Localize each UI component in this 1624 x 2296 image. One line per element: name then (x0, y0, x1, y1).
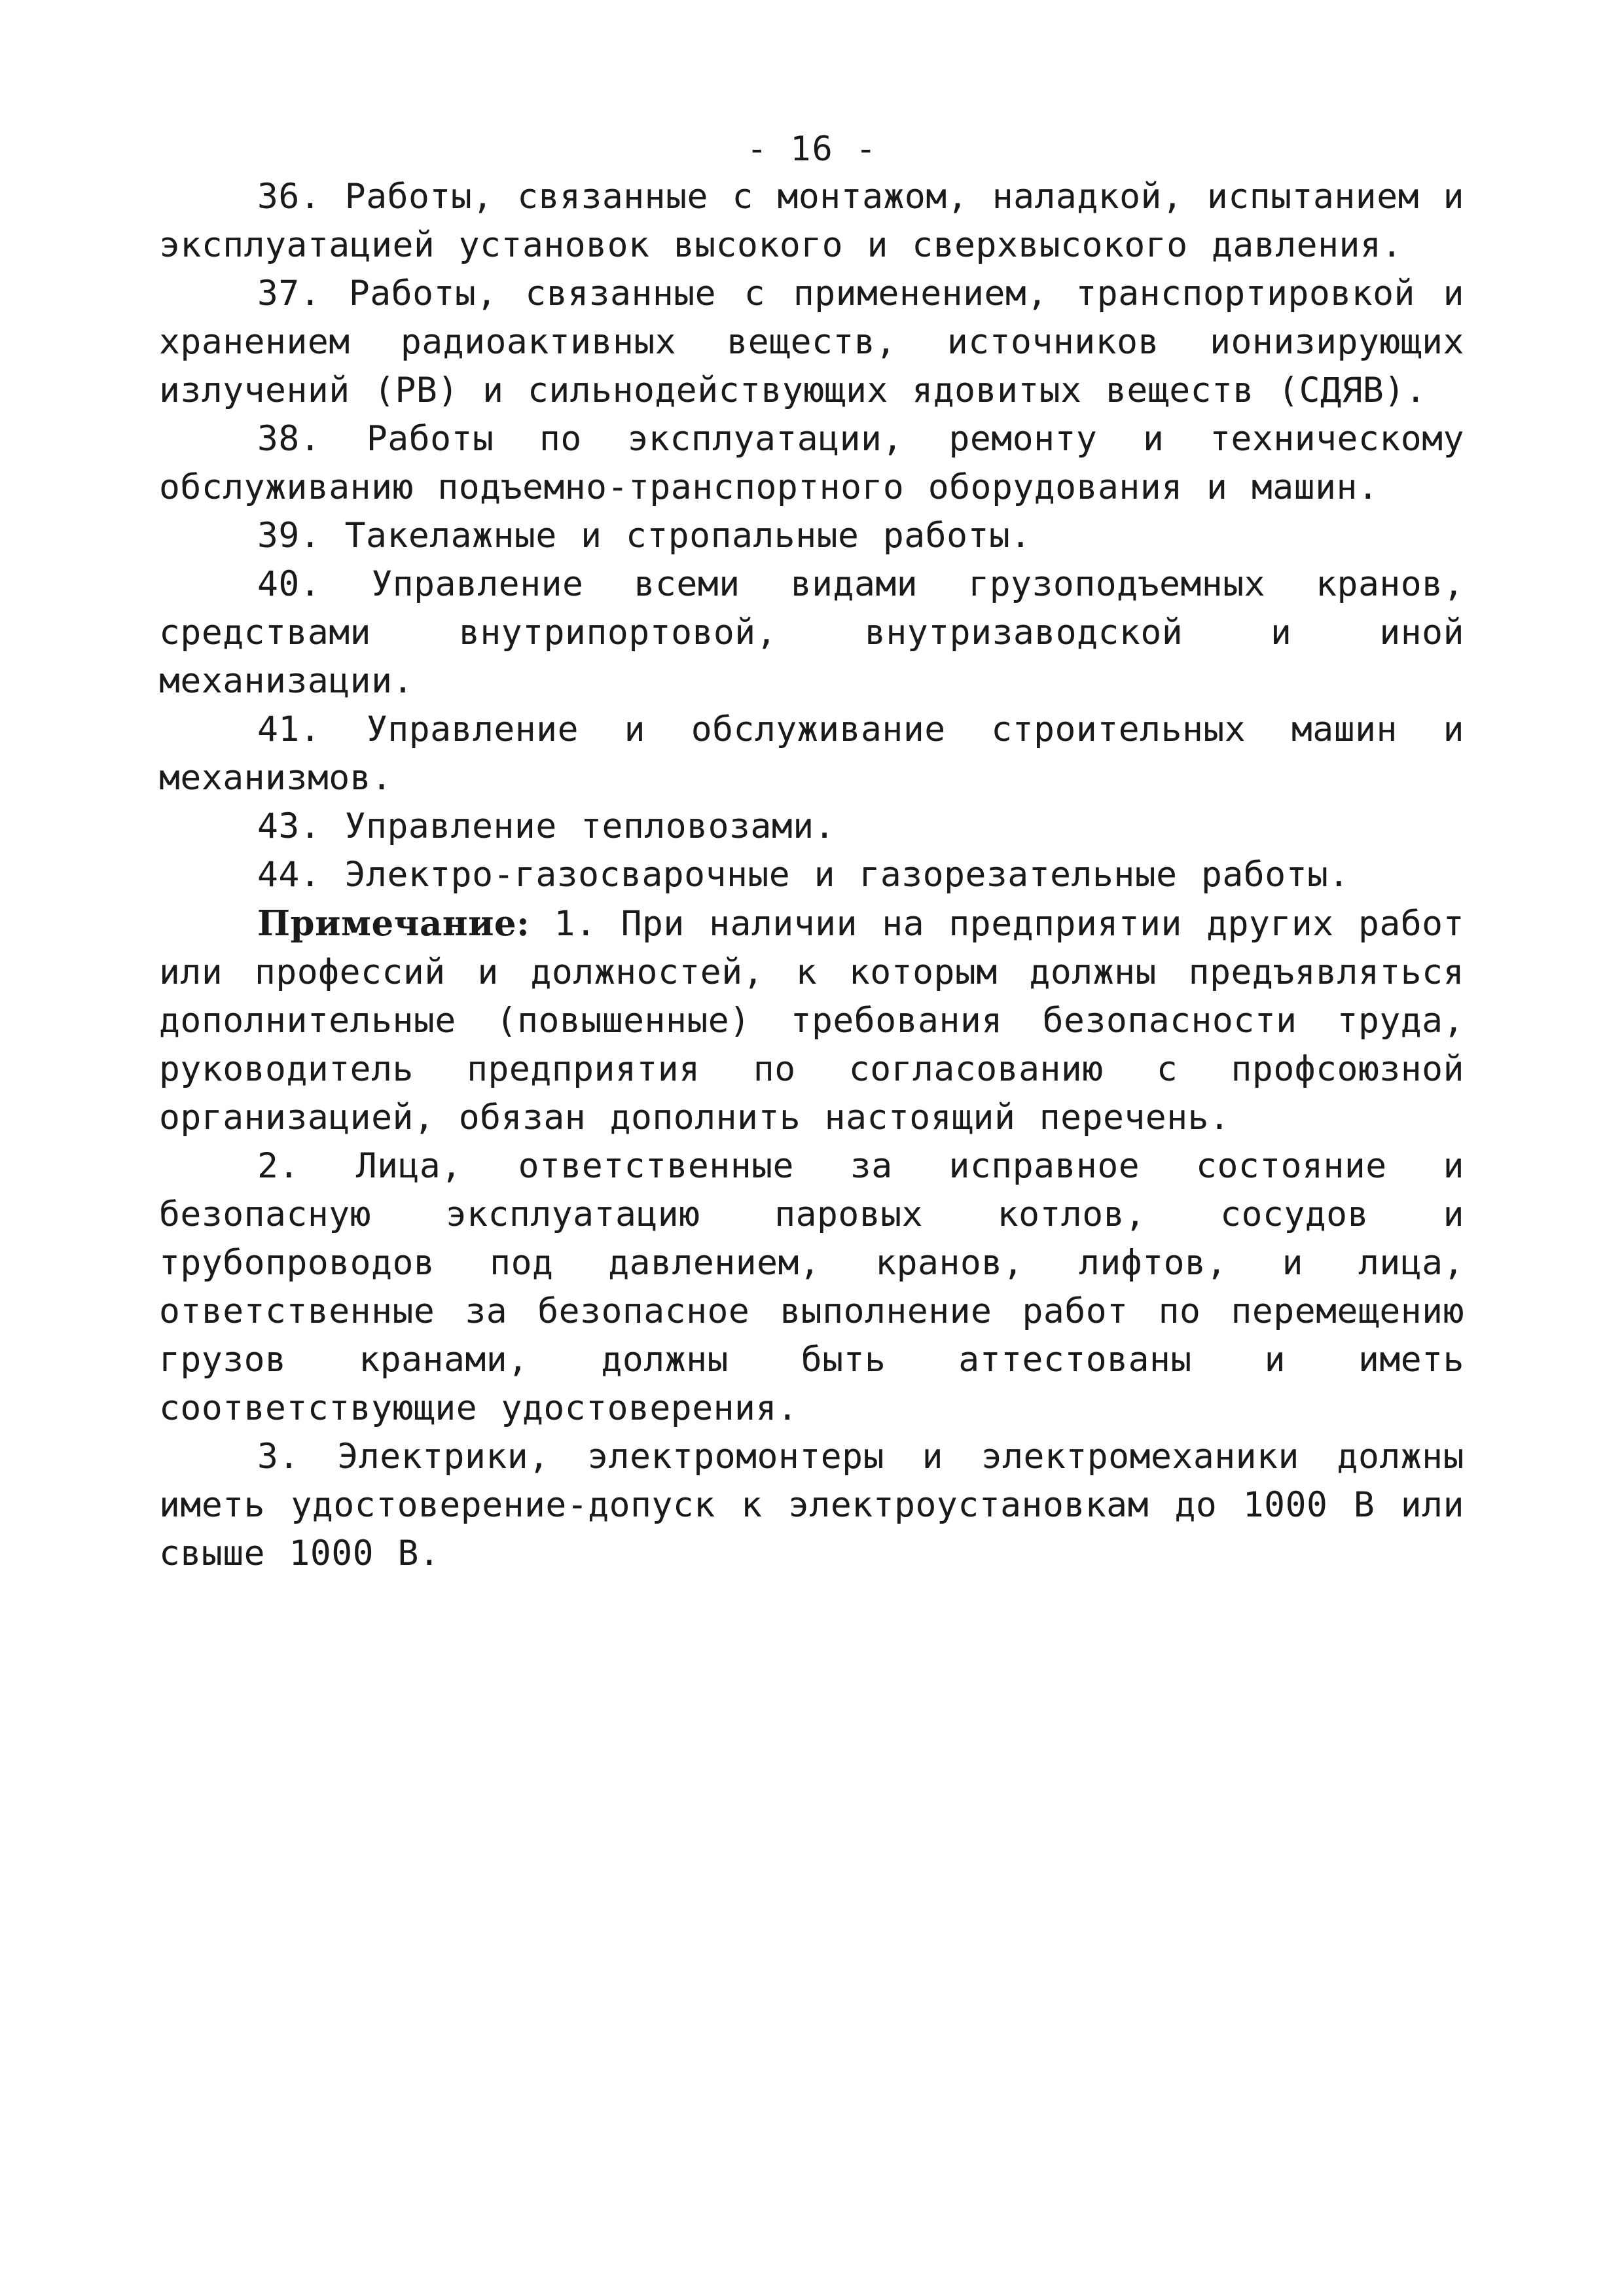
list-item-40: 40. Управление всеми видами грузоподъемных кранов, средствами внутрипортовой, внутризаводской и иной механизации. (159, 564, 1464, 701)
note-paragraph-2: 2. Лица, ответственные за исправное состояние и безопасную эксплуатацию паровых котлов, сосудов и трубопроводов под давлением, кранов, лифтов, и лица, ответственные за безопасное выполнение работ по перемещению грузов кранами, должны быть аттестованы и иметь соответствующие удостоверения. (159, 1146, 1464, 1428)
list-item-39: 39. Такелажные и стропальные работы. (257, 516, 1032, 556)
list-item-44: 44. Электро-газосварочные и газорезательные работы. (257, 855, 1350, 895)
note-paragraph-3: 3. Электрики, электромонтеры и электромеханики должны иметь удостоверение-допуск к электроустановкам до 1000 В или свыше 1000 В. (159, 1437, 1464, 1573)
note-item-1: 1. При наличии на предприятии других работ или профессий и должностей, к которым должны предъявляться дополнительные (повышенные) требования безопасности труда, руководитель предприятия по согласованию с профсоюзной организацией, обязан дополнить настоящий перечень. (159, 904, 1464, 1138)
document-body (159, 173, 1464, 1578)
note-label: Примечание: (257, 903, 530, 944)
list-item-41: 41. Управление и обслуживание строительных машин и механизмов. (159, 709, 1464, 798)
list-item-36: 36. Работы, связанные с монтажом, наладкой, испытанием и эксплуатацией установок высокого и сверхвысокого давления. (159, 177, 1464, 265)
list-item-43: 43. Управление тепловозами. (257, 806, 836, 846)
page-number: - 16 - (746, 130, 878, 169)
note-paragraph-1 (159, 899, 1464, 1142)
list-item-37: 37. Работы, связанные с применением, транспортировкой и хранением радиоактивных веществ, источников ионизирующих излучений (РВ) и сильнодействующих ядовитых веществ (СДЯВ). (159, 274, 1464, 410)
list-item-38: 38. Работы по эксплуатации, ремонту и техническому обслуживанию подъемно-транспортного оборудования и машин. (159, 419, 1464, 507)
